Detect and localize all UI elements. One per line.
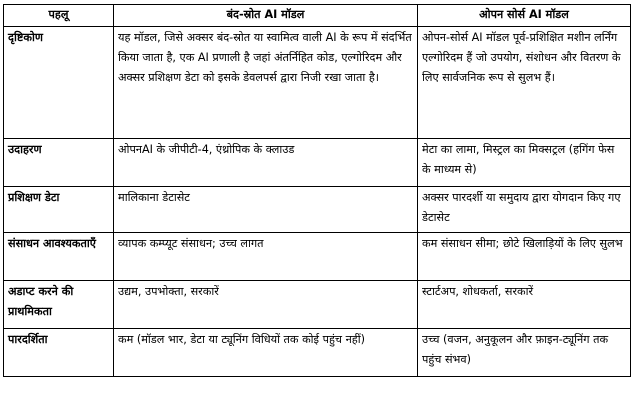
row-aspect-label: पारदर्शिता <box>4 329 114 377</box>
row-aspect-label: दृष्टिकोण <box>4 27 114 139</box>
header-closed-source: बंद-स्रोत AI मॉडल <box>114 5 418 27</box>
table-row <box>4 139 631 187</box>
open-source-cell: मेटा का लामा, मिस्ट्रल का मिक्सट्रल (हगिंग फेस के माध्यम से) <box>418 139 631 187</box>
open-source-cell: अक्सर पारदर्शी या समुदाय द्वारा योगदान किए गए डेटासेट <box>418 187 631 233</box>
table-row <box>4 233 631 281</box>
closed-source-cell: ओपनAI के जीपीटी-4, एंथ्रोपिक के क्लाउड <box>114 139 418 187</box>
open-source-cell: स्टार्टअप, शोधकर्ता, सरकारें <box>418 281 631 329</box>
closed-source-cell: कम (मॉडल भार, डेटा या ट्यूनिंग विधियों तक कोई पहुंच नहीं) <box>114 329 418 377</box>
row-aspect-label: प्रशिक्षण डेटा <box>4 187 114 233</box>
row-aspect-label: अडाप्ट करने की प्राथमिकता <box>4 281 114 329</box>
row-aspect-label: उदाहरण <box>4 139 114 187</box>
open-source-cell: ओपन-सोर्स AI मॉडल पूर्व-प्रशिक्षित मशीन लर्निंग एल्गोरिदम हैं जो उपयोग, संशोधन और वितरण के लिए सार्वजनिक रूप से सुलभ हैं। <box>418 27 631 139</box>
closed-source-cell: मालिकाना डेटासेट <box>114 187 418 233</box>
row-aspect-label: संसाधन आवश्यकताएँ <box>4 233 114 281</box>
open-source-cell: कम संसाधन सीमा; छोटे खिलाड़ियों के लिए सुलभ <box>418 233 631 281</box>
table-row <box>4 27 631 139</box>
closed-source-cell: व्यापक कम्प्यूट संसाधन; उच्च लागत <box>114 233 418 281</box>
header-row <box>4 5 631 27</box>
comparison-table <box>3 4 631 377</box>
table-row <box>4 329 631 377</box>
table-row <box>4 187 631 233</box>
closed-source-cell: यह मॉडल, जिसे अक्सर बंद-स्रोत या स्वामित्व वाली AI के रूप में संदर्भित किया जाता है, एक AI प्रणाली है जहां अंतर्निहित कोड, एल्गोरिदम और अक्सर प्रशिक्षण डेटा को इसके डेवलपर्स द्वारा निजी रखा जाता है। <box>114 27 418 139</box>
header-open-source: ओपन सोर्स AI मॉडल <box>418 5 631 27</box>
header-aspect: पहलू <box>4 5 114 27</box>
table-row <box>4 281 631 329</box>
open-source-cell: उच्च (वजन, अनुकूलन और फ़ाइन-ट्यूनिंग तक पहुंच संभव) <box>418 329 631 377</box>
closed-source-cell: उद्यम, उपभोक्ता, सरकारें <box>114 281 418 329</box>
